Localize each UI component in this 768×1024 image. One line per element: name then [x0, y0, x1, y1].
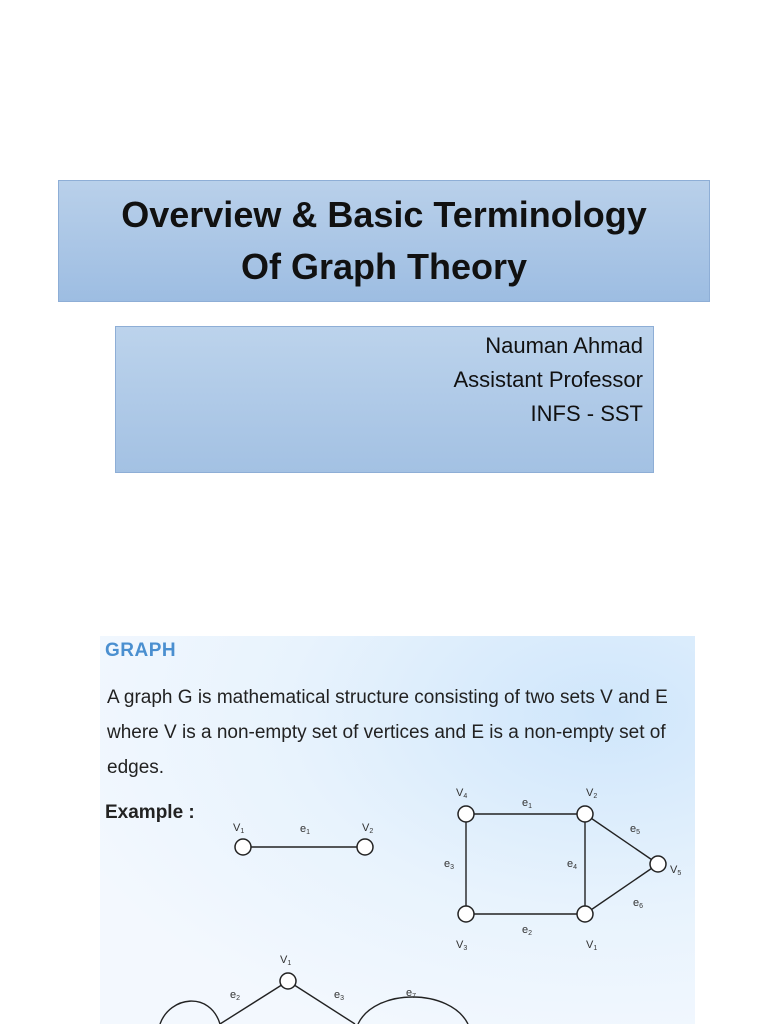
vertex-v2 [357, 839, 373, 855]
author-box [115, 326, 654, 473]
slide-heading: GRAPH [105, 640, 177, 661]
graph-definition-slide [100, 636, 695, 1024]
vertex-v3 [458, 906, 474, 922]
title-line-2: Of Graph Theory [240, 246, 528, 287]
author-position: Assistant Professor [453, 367, 643, 392]
title-slide-banner [58, 180, 710, 302]
vertex-v2 [577, 806, 593, 822]
vertex-v1 [235, 839, 251, 855]
vertex-v4 [458, 806, 474, 822]
example-graph-1 [233, 822, 373, 855]
label-e2: e2 [522, 924, 533, 937]
example-graph-2 [444, 787, 681, 952]
label-v2: V2 [362, 822, 374, 835]
author-name: Nauman Ahmad [485, 333, 643, 358]
label-v1: V1 [280, 954, 292, 967]
label-v1: V1 [233, 822, 245, 835]
label-e2: e2 [230, 989, 241, 1002]
author-department: INFS - SST [530, 401, 643, 426]
label-e6: e6 [633, 897, 644, 910]
example-label: Example : [105, 802, 195, 823]
edge-e5 [585, 814, 658, 864]
label-e3: e3 [444, 858, 455, 871]
edge-e3 [288, 981, 355, 1024]
vertex-v1 [577, 906, 593, 922]
title-line-1: Overview & Basic Terminology [121, 194, 647, 235]
example-graph-3 [160, 954, 468, 1024]
label-e7: e7 [406, 987, 417, 1000]
label-v1: V1 [586, 939, 598, 952]
graph-examples-diagram [100, 636, 695, 1024]
edge-e7 [358, 997, 468, 1024]
edge-e6 [585, 864, 658, 914]
edge-loop-left [160, 1001, 220, 1024]
label-v5: V5 [670, 864, 682, 877]
label-e5: e5 [630, 823, 641, 836]
edge-e2 [220, 981, 288, 1024]
label-e1: e1 [300, 823, 311, 836]
label-v3: V3 [456, 939, 468, 952]
vertex-v5 [650, 856, 666, 872]
label-v2: V2 [586, 787, 598, 800]
graph-definition-text: A graph G is mathematical structure consisting of two sets V and E where V is a non-empty set of vertices and E is a non-empty set of edges. [107, 687, 668, 778]
label-v4: V4 [456, 787, 468, 800]
label-e4: e4 [567, 858, 578, 871]
label-e3: e3 [334, 989, 345, 1002]
label-e1: e1 [522, 797, 533, 810]
vertex-v1 [280, 973, 296, 989]
